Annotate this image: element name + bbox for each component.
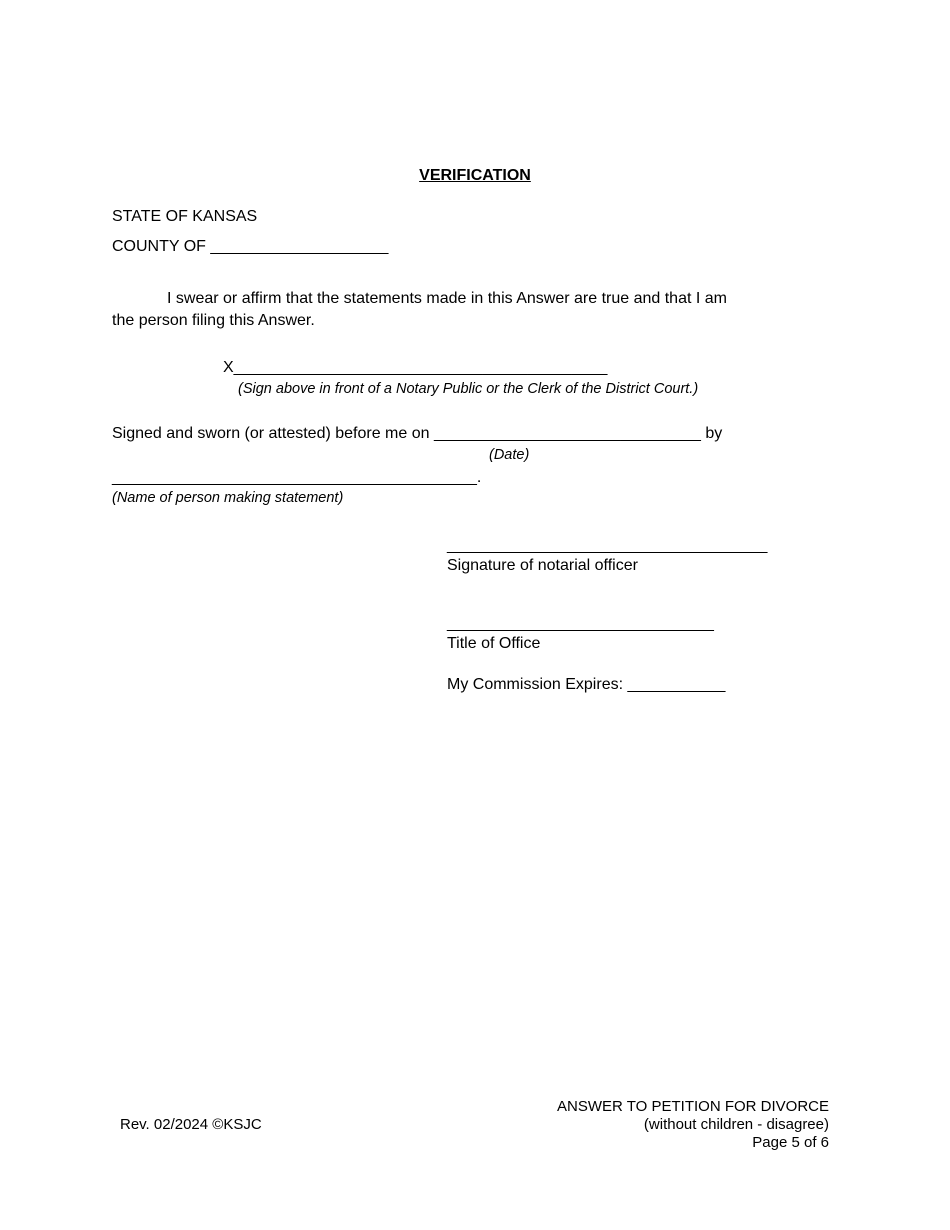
page-number: Page 5 of 6 xyxy=(752,1134,829,1151)
name-caption: (Name of person making statement) xyxy=(112,490,344,506)
form-title: ANSWER TO PETITION FOR DIVORCE xyxy=(557,1098,829,1115)
form-subtitle: (without children - disagree) xyxy=(643,1116,829,1133)
county-field[interactable]: COUNTY OF ____________________ xyxy=(112,238,389,255)
title-of-office-field[interactable]: ______________________________ xyxy=(447,615,714,632)
state-line: STATE OF KANSAS xyxy=(112,208,258,225)
notary-signature-field[interactable]: ____________________________________ xyxy=(447,537,768,554)
notary-signature-label: Signature of notarial officer xyxy=(447,557,638,574)
signature-caption: (Sign above in front of a Notary Public or the Clerk of the District Court.) xyxy=(238,381,699,397)
date-caption: (Date) xyxy=(489,447,530,463)
commission-expires-field[interactable]: My Commission Expires: ___________ xyxy=(447,676,726,693)
oath-statement-line-1: I swear or affirm that the statements made in this Answer are true and that I am xyxy=(167,290,727,307)
signature-field[interactable]: X__________________________________________ xyxy=(223,359,608,376)
page-title: VERIFICATION xyxy=(419,167,531,184)
statement-name-field[interactable]: _________________________________________. xyxy=(112,469,482,486)
revision-note: Rev. 02/2024 ©KSJC xyxy=(120,1116,262,1133)
title-of-office-label: Title of Office xyxy=(447,635,541,652)
oath-statement-line-2: the person filing this Answer. xyxy=(112,312,315,329)
sworn-date-field[interactable]: Signed and sworn (or attested) before me on ______________________________ by xyxy=(112,425,723,442)
